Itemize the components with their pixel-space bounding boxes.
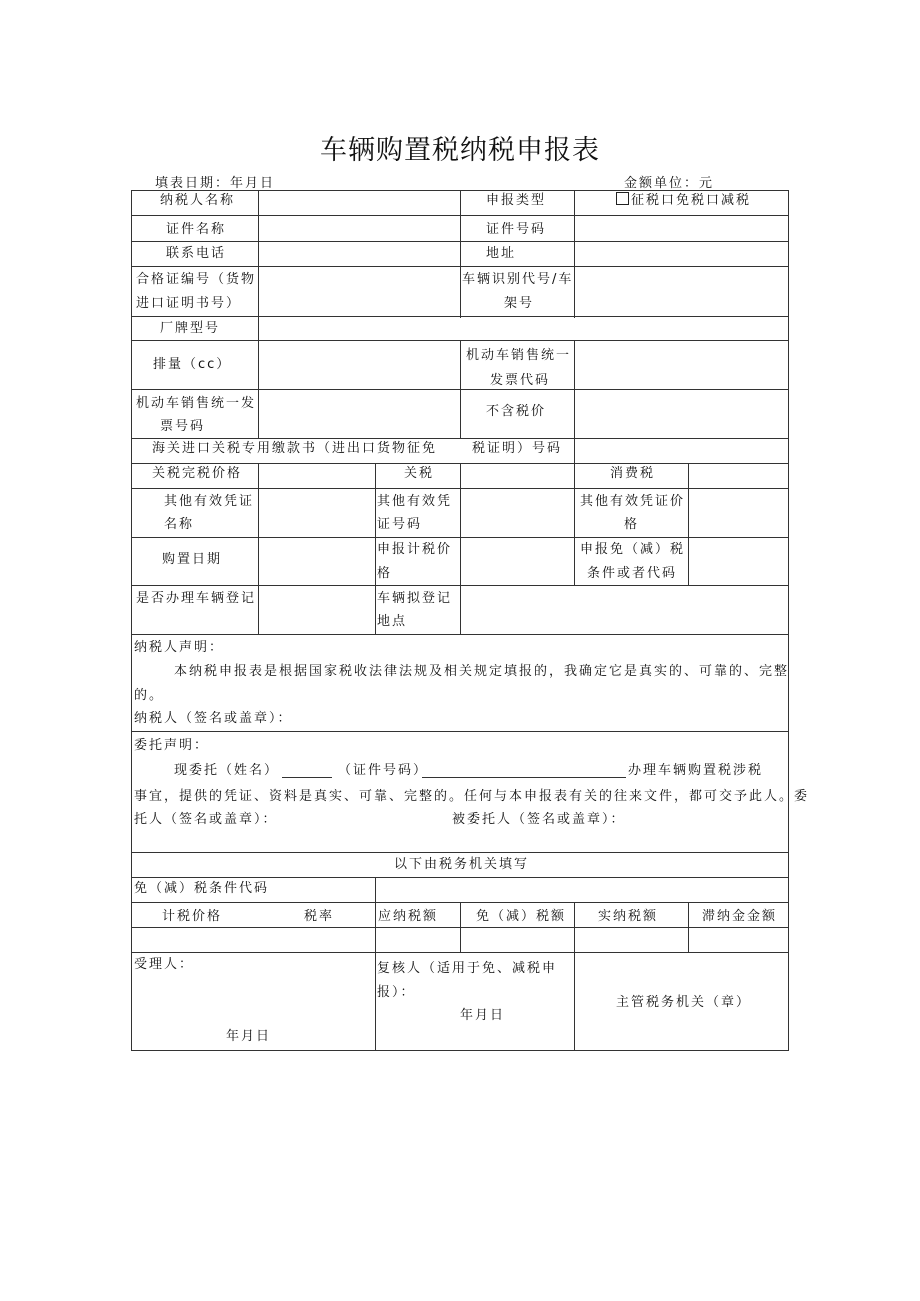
receiver-date: 年月日	[226, 1029, 272, 1044]
col-line	[460, 190, 461, 318]
label-price-ex-tax: 不含税价	[486, 404, 547, 419]
declaration-heading: 纳税人声明：	[134, 640, 225, 655]
label-consumption-tax: 消费税	[610, 466, 656, 481]
col-late-fee: 滞纳金金额	[702, 909, 778, 924]
declare-type-options[interactable]	[616, 191, 751, 211]
amount-unit: 金额单位：元	[624, 176, 715, 191]
label-phone: 联系电话	[166, 246, 227, 261]
label-other-name-cont: 名称	[164, 517, 195, 532]
receiver-label: 受理人：	[134, 957, 195, 972]
col-line	[688, 463, 689, 586]
label-invoice-code-cont: 发票代码	[490, 373, 551, 388]
label-declare-type: 申报类型	[486, 193, 547, 208]
label-id-name: 证件名称	[166, 222, 227, 237]
col-line	[258, 463, 259, 635]
entrust-purpose: 办理车辆购置税涉税	[628, 763, 764, 778]
col-tax-paid: 实纳税额	[598, 909, 659, 924]
entrustee-signature: 被委托人（签名或盖章）：	[452, 812, 626, 827]
col-exempt-amount: 免（减）税额	[476, 909, 567, 924]
label-vin: 车辆识别代号/车	[462, 272, 574, 287]
col-line	[460, 463, 461, 635]
label-cert-no: 合格证编号（货物	[136, 272, 257, 287]
label-customs: 海关进口关税专用缴款书（进出口货物征免	[152, 441, 438, 456]
col-tax-payable: 应纳税额	[378, 909, 439, 924]
reviewer-label: 复核人（适用于免、减税申	[377, 961, 558, 976]
label-exempt-code: 申报免（减）税	[580, 542, 686, 557]
label-exempt-code-cont: 条件或者代码	[587, 566, 678, 581]
label-other-price: 其他有效凭证价	[580, 494, 686, 509]
label-other-price-cont: 格	[624, 517, 640, 532]
label-taxable-price: 申报计税价	[377, 542, 453, 557]
label-taxpayer-name: 纳税人名称	[160, 193, 236, 208]
reviewer-date: 年月日	[460, 1008, 506, 1023]
declaration-text-cont: 的。	[134, 688, 165, 703]
col-line	[375, 463, 376, 635]
taxpayer-signature: 纳税人（签名或盖章）：	[134, 711, 293, 726]
tax-office-heading: 以下由税务机关填写	[394, 857, 530, 872]
label-displacement: 排量（cc）	[153, 357, 232, 372]
col-line	[574, 340, 575, 464]
entrust-heading: 委托声明：	[134, 738, 210, 753]
label-exempt-condition-code: 免（减）税条件代码	[134, 881, 270, 896]
entrust-name-label: 现委托（姓名）	[174, 763, 280, 778]
label-address: 地址	[486, 246, 517, 261]
declare-type-options-text: 征税口免税口减税	[631, 193, 752, 208]
label-invoice-code: 机动车销售统一	[466, 348, 572, 363]
form-title: 车辆购置税纳税申报表	[320, 135, 600, 166]
row-line	[131, 852, 788, 853]
declaration-text: 本纳税申报表是根据国家税收法律法规及相关规定填报的，我确定它是真实的、可靠的、完整	[174, 664, 790, 679]
col-line	[460, 340, 461, 439]
label-tariff: 关税	[404, 466, 435, 481]
label-reg-place: 车辆拟登记	[377, 591, 453, 606]
col-line	[574, 463, 575, 586]
col-taxable-price: 计税价格	[162, 909, 223, 924]
entrust-id-label: （证件号码）	[338, 763, 429, 778]
row-line	[131, 731, 788, 732]
fill-date: 填表日期：年月日	[155, 176, 276, 191]
entrustor-signature: 托人（签名或盖章）：	[134, 812, 278, 827]
label-invoice-no-cont: 票号码	[160, 419, 206, 434]
label-registered: 是否办理车辆登记	[136, 591, 257, 606]
label-id-number: 证件号码	[486, 222, 547, 237]
label-other-no: 其他有效凭	[377, 494, 453, 509]
label-invoice-no: 机动车销售统一发	[136, 396, 257, 411]
label-taxable-price-cont: 格	[377, 566, 393, 581]
row-line	[131, 877, 788, 878]
entrust-text: 事宜，提供的凭证、资料是真实、可靠、完整的。任何与本申报表有关的往来文件，都可交予此人。委	[134, 789, 810, 804]
tax-authority-seal: 主管税务机关（章）	[616, 995, 752, 1010]
col-line	[574, 190, 575, 318]
entrust-id-blank[interactable]	[422, 777, 626, 778]
checkbox-icon[interactable]	[616, 192, 629, 205]
col-line	[574, 902, 575, 1050]
label-customs-cont: 税证明）号码	[472, 441, 563, 456]
label-duty-paid-price: 关税完税价格	[152, 466, 243, 481]
entrust-name-blank[interactable]	[282, 777, 332, 778]
col-line	[688, 902, 689, 953]
col-line	[460, 902, 461, 953]
col-line	[375, 877, 376, 1050]
reviewer-label-cont: 报）：	[377, 985, 416, 1000]
label-reg-place-cont: 地点	[377, 614, 408, 629]
label-other-name: 其他有效凭证	[164, 494, 255, 509]
label-vin-cont: 架号	[504, 296, 535, 311]
label-purchase-date: 购置日期	[162, 552, 223, 567]
label-cert-no-cont: 进口证明书号）	[136, 296, 242, 311]
label-other-no-cont: 证号码	[377, 517, 423, 532]
label-brand-model: 厂牌型号	[160, 321, 221, 336]
col-tax-rate: 税率	[304, 909, 335, 924]
col-line	[258, 190, 259, 439]
